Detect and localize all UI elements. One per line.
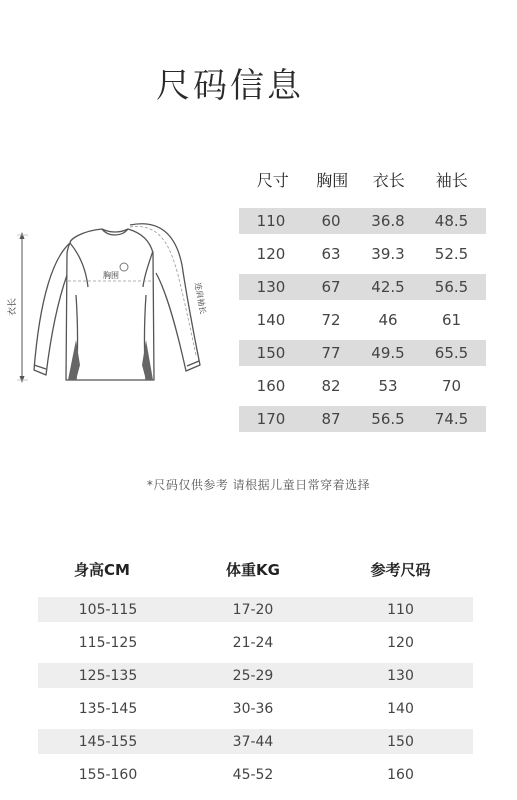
header-weight: 体重KG	[226, 560, 280, 579]
length-label: 衣长	[8, 297, 18, 317]
cell: 72	[321, 311, 341, 329]
header-size: 尺寸	[256, 170, 289, 190]
cell: 17-20	[232, 601, 274, 618]
cell: 110	[256, 212, 286, 230]
cell: 140	[387, 700, 414, 717]
size-row	[239, 241, 486, 267]
cell: 42.5	[371, 278, 405, 296]
cell: 140	[256, 311, 286, 329]
size-row	[239, 274, 486, 300]
size-row	[239, 307, 486, 333]
size-row	[239, 340, 486, 366]
cell: 25-29	[232, 667, 274, 684]
cell: 21-24	[232, 634, 274, 651]
header-sleeve: 袖长	[435, 170, 468, 190]
cell: 48.5	[434, 212, 469, 230]
header-length: 衣长	[372, 170, 405, 190]
sleeve-label: 连肩袖长	[193, 281, 208, 315]
cell: 160	[256, 377, 286, 395]
size-note: *尺码仅供参考 请根据儿童日常穿着选择	[146, 478, 371, 492]
reference-row	[38, 630, 473, 655]
size-row	[239, 208, 486, 234]
cell: 120	[387, 634, 414, 651]
cell: 30-36	[232, 700, 274, 717]
cell: 60	[321, 212, 341, 230]
reference-row	[38, 729, 473, 754]
reference-row	[38, 696, 473, 721]
cell: 82	[321, 377, 341, 395]
cell: 74.5	[434, 410, 469, 428]
cell: 77	[321, 344, 341, 362]
size-row	[239, 406, 486, 432]
cell: 37-44	[232, 733, 274, 750]
cell: 36.8	[371, 212, 405, 230]
size-table	[239, 166, 486, 432]
page-title: 尺码信息	[156, 66, 304, 106]
cell: 63	[321, 245, 341, 263]
cell: 130	[256, 278, 286, 296]
cell: 150	[256, 344, 286, 362]
cell: 56.5	[434, 278, 469, 296]
cell: 120	[256, 245, 286, 263]
reference-row	[38, 597, 473, 622]
cell: 39.3	[371, 245, 405, 263]
cell: 170	[256, 410, 286, 428]
cell: 87	[321, 410, 341, 428]
cell: 160	[387, 766, 414, 783]
cell: 49.5	[371, 344, 405, 362]
cell: 130	[387, 667, 414, 684]
size-table-header	[239, 166, 486, 192]
cell: 150	[387, 733, 414, 750]
cell: 110	[387, 601, 414, 618]
header-ref-size: 参考尺码	[370, 560, 431, 579]
cell: 105-115	[78, 601, 138, 618]
size-row	[239, 373, 486, 399]
cell: 155-160	[78, 766, 138, 783]
cell: 46	[378, 311, 398, 329]
garment-diagram	[10, 215, 230, 390]
cell: 67	[321, 278, 341, 296]
cell: 56.5	[371, 410, 405, 428]
header-chest: 胸围	[316, 170, 349, 190]
cell: 70	[441, 377, 462, 395]
cell: 65.5	[434, 344, 469, 362]
cell: 53	[378, 377, 398, 395]
reference-table-header	[38, 555, 473, 583]
cell: 135-145	[78, 700, 138, 717]
reference-row	[38, 762, 473, 787]
reference-table	[38, 555, 473, 787]
cell: 115-125	[78, 634, 138, 651]
reference-row	[38, 663, 473, 688]
cell: 61	[441, 311, 462, 329]
header-height: 身高CM	[74, 560, 130, 579]
cell: 45-52	[232, 766, 274, 783]
cell: 52.5	[434, 245, 469, 263]
cell: 125-135	[78, 667, 138, 684]
chest-label: 胸围	[103, 271, 119, 280]
cell: 145-155	[78, 733, 138, 750]
